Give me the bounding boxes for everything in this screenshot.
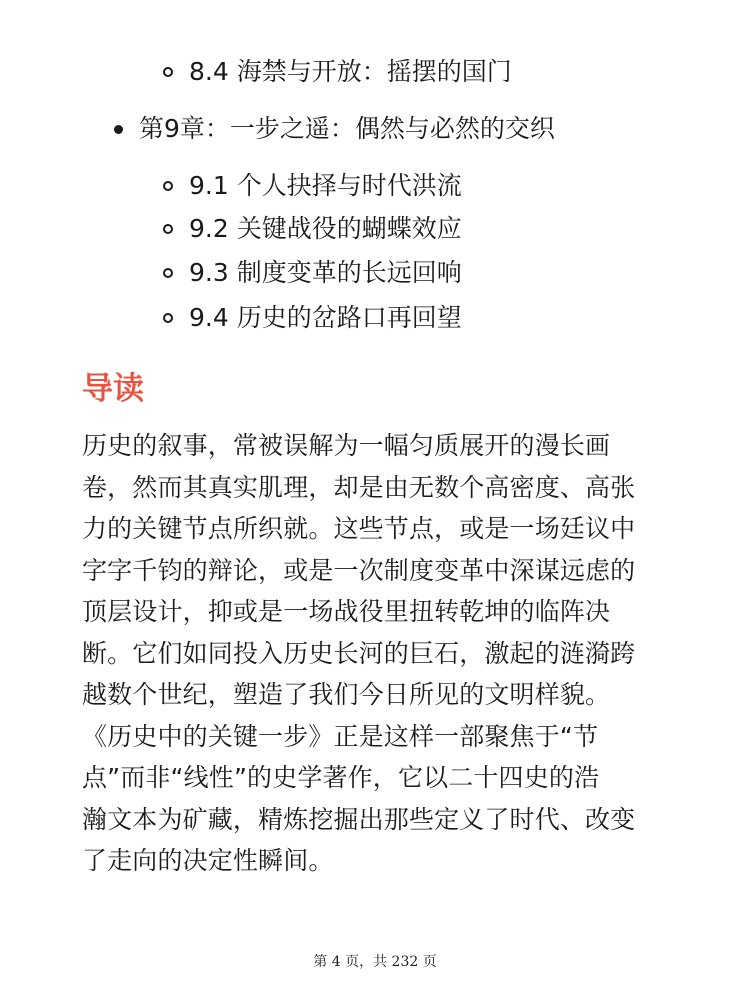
paragraph-line: 瀚文本为矿藏，精炼挖掘出那些定义了时代、改变: [82, 804, 636, 834]
paragraph-line: 了走向的决定性瞬间。: [82, 846, 334, 875]
paragraph-line: 越数个世纪，塑造了我们今日所见的文明样貌。: [82, 680, 611, 709]
paragraph-line: 《历史中的关键一步》正是这样一部聚焦于“节: [82, 721, 599, 751]
page-number: 第 4 页，共 232 页: [313, 954, 437, 970]
intro-paragraph: [82, 425, 682, 882]
toc-item[interactable]: [163, 49, 512, 95]
paragraph-line: 卷，然而其真实肌理，却是由无数个高密度、高张: [82, 472, 636, 502]
paragraph-line: 点”而非“线性”的史学著作，它以二十四史的浩: [82, 763, 600, 792]
hollow-bullet-icon: [163, 224, 173, 234]
toc-item[interactable]: [163, 295, 462, 341]
paragraph-line: 力的关键节点所织就。这些节点，或是一场廷议中: [82, 514, 636, 543]
hollow-bullet-icon: [163, 181, 173, 191]
toc-item[interactable]: [163, 206, 462, 252]
toc-item-label: 8.4 海禁与开放：摇摆的国门: [189, 57, 512, 86]
paragraph-line: 字字千钧的辩论，或是一次制度变革中深谋远虑的: [82, 555, 636, 585]
toc-chapter-label: 第9章：一步之遥：偶然与必然的交织: [139, 114, 555, 143]
toc-item-label: 9.3 制度变革的长远回响: [189, 258, 462, 287]
toc-item-label: 9.2 关键战役的蝴蝶效应: [189, 214, 462, 243]
paragraph-line: 历史的叙事，常被误解为一幅匀质展开的漫长画: [82, 431, 611, 460]
solid-bullet-icon: [114, 125, 123, 134]
hollow-bullet-icon: [163, 268, 173, 278]
toc-item-label: 9.4 历史的岔路口再回望: [189, 303, 462, 332]
toc-chapter[interactable]: [114, 106, 555, 152]
hollow-bullet-icon: [163, 67, 173, 77]
toc-item-label: 9.1 个人抉择与时代洪流: [189, 171, 462, 200]
hollow-bullet-icon: [163, 313, 173, 323]
section-heading: 导读: [82, 371, 144, 407]
paragraph-line: 顶层设计，抑或是一场战役里扭转乾坤的临阵决: [82, 597, 611, 626]
toc-item[interactable]: [163, 250, 462, 296]
toc-item[interactable]: [163, 163, 462, 209]
paragraph-line: 断。它们如同投入历史长河的巨石，激起的涟漪跨: [82, 638, 636, 668]
